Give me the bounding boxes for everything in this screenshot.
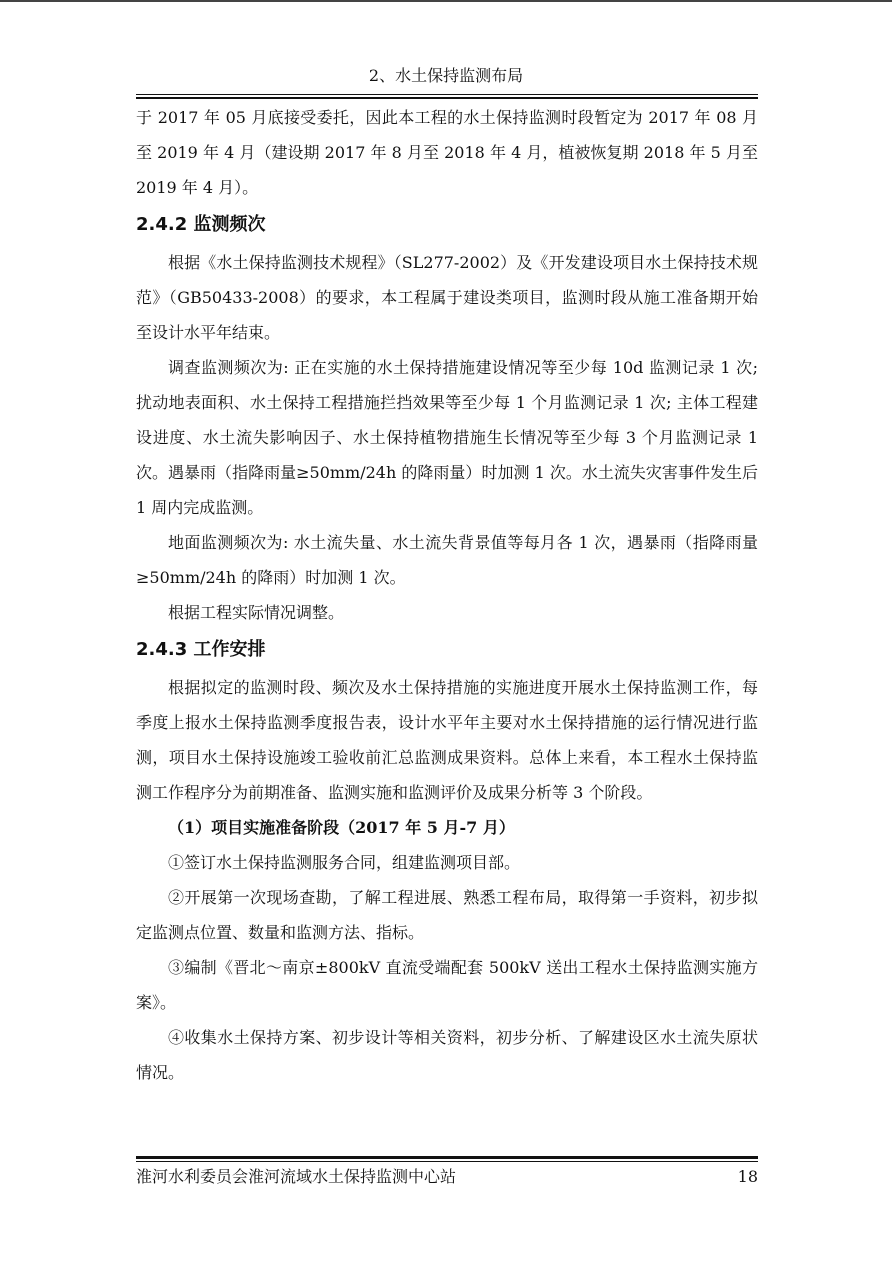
list-item-site-survey: ②开展第一次现场查勘，了解工程进展、熟悉工程布局，取得第一手资料，初步拟定监测点位置、数量和监测方法、指标。 [136,888,758,942]
list-item-collect-data: ④收集水土保持方案、初步设计等相关资料，初步分析、了解建设区水土流失原状情况。 [136,1028,758,1082]
footer-rule-thick [136,1156,758,1159]
running-header-title: 2、水土保持监测布局 [368,66,524,85]
page-number: 18 [737,1167,758,1186]
footer-rule [136,1161,758,1162]
paragraph-survey-frequency: 调查监测频次为: 正在实施的水土保持措施建设情况等至少每 10d 监测记录 1 次; 扰动地表面积、水土保持工程措施拦挡效果等至少每 1 个月监测记录 1 次; 主体工程建设进度、水土流失影响因子、水土保持植物措施生长情况等至少每 3 个月监测记录 1 次。遇暴雨（指降雨量≥50mm/24h 的降雨量）时加测 1 次。水土流失灾害事件发生后 1 周内完成监测。 [136,358,758,517]
section-heading-2-4-2: 2.4.2 监测频次 [136,214,266,235]
footer-organization: 淮河水利委员会淮河流域水土保持监测中心站 [136,1167,457,1186]
list-item-contract: ①签订水土保持监测服务合同，组建监测项目部。 [168,853,521,872]
paragraph-ground-frequency: 地面监测频次为: 水土流失量、水土流失背景值等每月各 1 次，遇暴雨（指降雨量≥50mm/24h 的降雨）时加测 1 次。 [136,533,758,587]
paragraph-intro: 于 2017 年 05 月底接受委托，因此本工程的水土保持监测时段暂定为 2017 年 08 月至 2019 年 4 月（建设期 2017 年 8 月至 2018 年 4 月，植被恢复期 2018 年 5 月至 2019 年 4 月）。 [136,108,758,197]
section-heading-2-4-3: 2.4.3 工作安排 [136,639,266,660]
header-rule [136,94,758,95]
list-item-implementation-plan: ③编制《晋北～南京±800kV 直流受端配套 500kV 送出工程水土保持监测实施方案》。 [136,958,758,1012]
top-border-line [0,0,892,2]
page-content [136,100,758,1090]
paragraph-standards: 根据《水土保持监测技术规程》（SL277-2002）及《开发建设项目水土保持技术规范》（GB50433-2008）的要求，本工程属于建设类项目，监测时段从施工准备期开始至设计水平年结束。 [136,253,758,342]
subheading-preparation-stage: （1）项目实施准备阶段（2017 年 5 月-7 月） [168,818,515,837]
header-rule-thick [136,97,758,99]
paragraph-work-arrangement: 根据拟定的监测时段、频次及水土保持措施的实施进度开展水土保持监测工作，每季度上报水土保持监测季度报告表，设计水平年主要对水土保持措施的运行情况进行监测，项目水土保持设施竣工验收前汇总监测成果资料。总体上来看，本工程水土保持监测工作程序分为前期准备、监测实施和监测评价及成果分析等 3 个阶段。 [136,678,758,802]
paragraph-adjust: 根据工程实际情况调整。 [168,603,345,622]
